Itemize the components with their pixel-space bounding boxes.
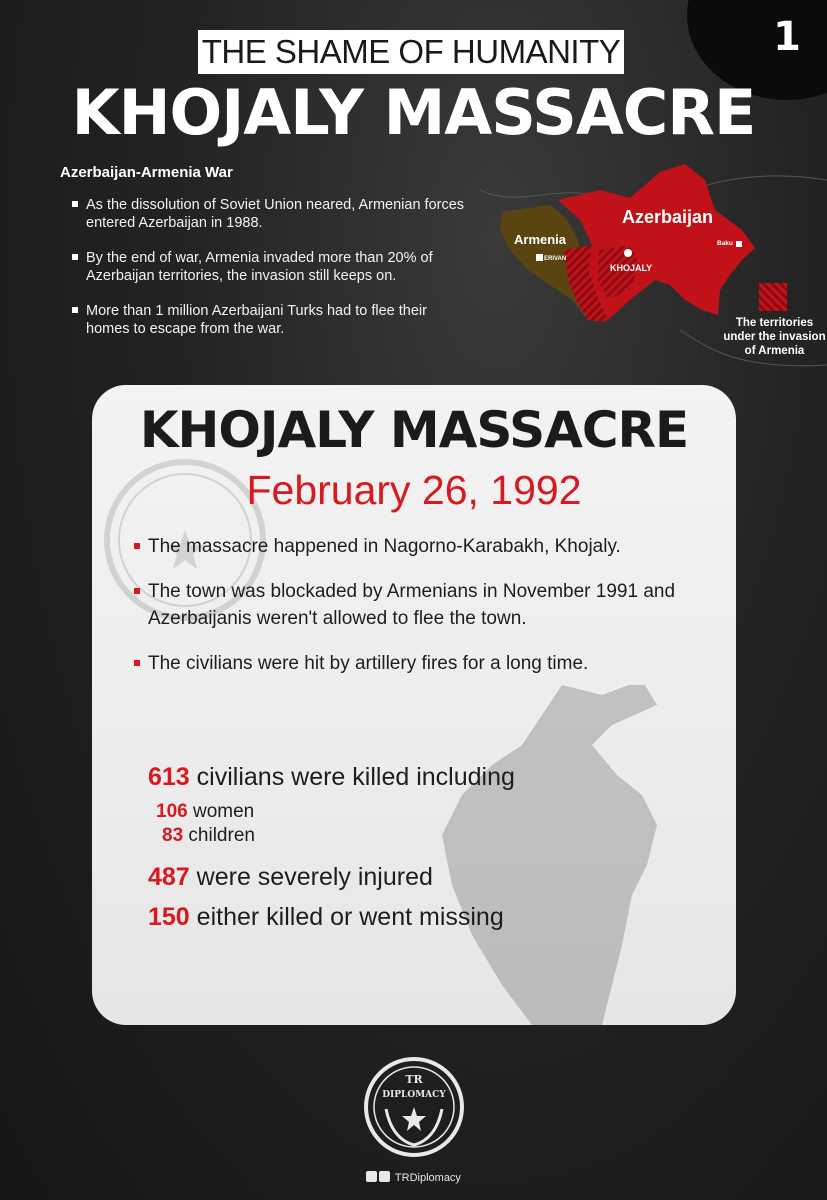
war-point: More than 1 million Azerbaijani Turks had to flee their homes to escape from the war. (72, 302, 472, 338)
label-azerbaijan: Azerbaijan (622, 207, 714, 227)
stat-children: 83 children (162, 825, 255, 846)
card-date: February 26, 1992 (246, 467, 582, 513)
logo-arc-text: DIPLOMACY (382, 1090, 446, 1100)
fact-item: The civilians were hit by artillery fires for a long time. (134, 650, 694, 677)
label-khojaly: KHOJALY (610, 263, 653, 273)
fact-item: The massacre happened in Nagorno-Karabakh, Khojaly. (134, 533, 694, 560)
supertitle: THE SHAME OF HUMANITY (198, 30, 624, 74)
bullet-icon (134, 588, 140, 594)
card-title: KHOJALY MASSACRE (139, 401, 689, 459)
fact-item: The town was blockaded by Armenians in November 1991 and Azerbaijanis weren't allowed to flee the town. (134, 578, 694, 632)
social-handle: TRDiplomacy (0, 1171, 827, 1184)
stat-missing: 150 either killed or went missing (148, 903, 504, 931)
silhouette-image (442, 685, 736, 1025)
tr-diplomacy-logo (362, 1047, 466, 1167)
facts-list (134, 533, 694, 695)
bullet-icon (134, 660, 140, 666)
war-points (72, 196, 472, 355)
bullet-icon (72, 254, 78, 260)
legend-swatch (759, 283, 787, 311)
label-erivan: ERIVAN (544, 256, 567, 262)
label-armenia: Armenia (514, 232, 567, 247)
stat-injured: 487 were severely injured (148, 863, 433, 891)
stat-women: 106 women (156, 801, 255, 822)
twitter-icon (366, 1171, 377, 1182)
stat-killed: 613 civilians were killed including (148, 763, 515, 791)
legend-text: The territories under the invasion of Armenia (723, 317, 826, 357)
war-heading: Azerbaijan-Armenia War (60, 164, 233, 181)
main-title: KHOJALY MASSACRE (71, 76, 756, 149)
facebook-icon (379, 1171, 390, 1182)
logo-top-text: TR (405, 1073, 423, 1086)
bullet-icon (72, 307, 78, 313)
war-point: As the dissolution of Soviet Union neared, Armenian forces entered Azerbaijan in 1988. (72, 196, 472, 232)
war-point: By the end of war, Armenia invaded more than 20% of Azerbaijan territories, the invasion still keeps on. (72, 249, 472, 285)
bullet-icon (72, 201, 78, 207)
massacre-card (92, 385, 736, 1025)
label-baku: Baku (717, 240, 733, 247)
page-number: 1 (773, 14, 801, 60)
bullet-icon (134, 543, 140, 549)
